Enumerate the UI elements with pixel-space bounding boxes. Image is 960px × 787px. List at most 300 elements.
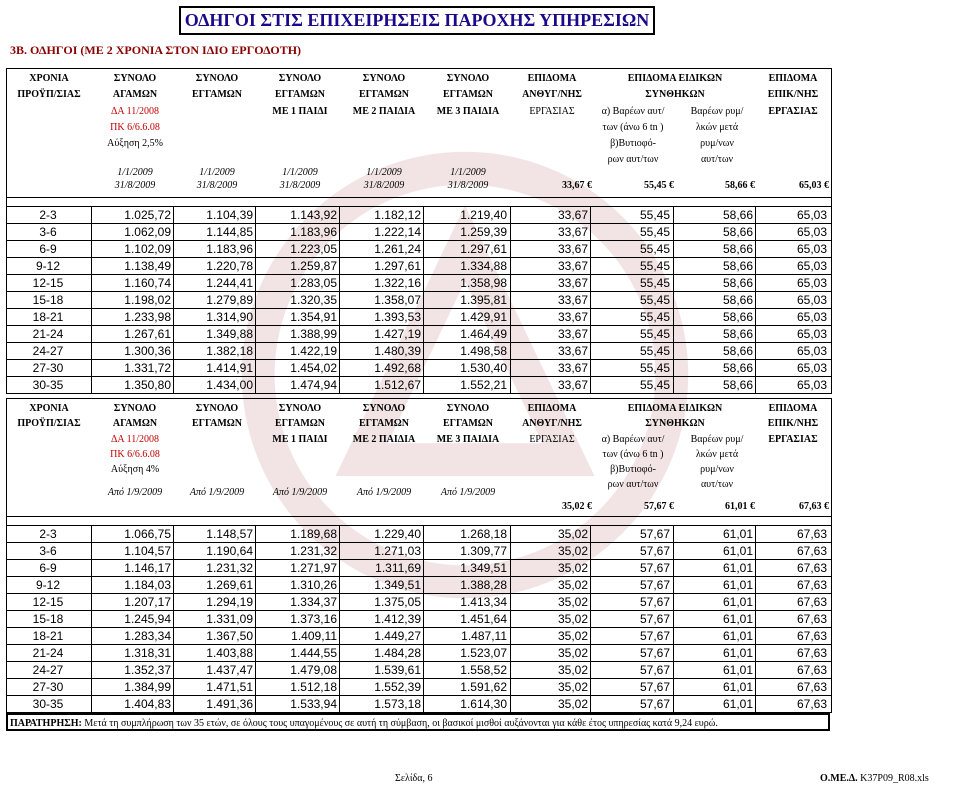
header-work: ΕΡΓΑΣΙΑΣ — [768, 106, 818, 117]
value-cell: 1.297,61 — [374, 259, 421, 273]
value-cell: 1.143,92 — [290, 208, 337, 222]
value-cell: 1.138,49 — [124, 259, 171, 273]
years-range-cell: 15-18 — [32, 612, 64, 626]
header-tankers: β)Βυτιοφό- — [610, 138, 656, 149]
value-cell: 65,03 — [796, 361, 827, 375]
header-total: ΣΥΝΟΛΟ — [195, 73, 239, 84]
value-cell: 35,02 — [557, 578, 588, 592]
value-cell: 33,67 — [557, 225, 588, 239]
header-tow-vehicles: Βαρέων ρυμ/ — [690, 106, 744, 117]
value-cell: 1.311,69 — [375, 561, 421, 575]
table-row — [7, 678, 831, 695]
header-work: ΕΡΓΑΣΙΑΣ — [529, 434, 575, 445]
value-cell: 1.484,28 — [374, 646, 421, 660]
header-heavy-vehicles: των (άνω 6 tn ) — [602, 449, 664, 460]
value-cell: 1.283,34 — [124, 629, 171, 643]
header-tankers: β)Βυτιοφό- — [610, 464, 656, 475]
years-range-cell: 6-9 — [39, 242, 57, 256]
value-cell: 1.352,37 — [124, 663, 171, 677]
file-name: K37P09_R08.xls — [860, 773, 929, 784]
note-box — [6, 713, 830, 731]
value-cell: 1.367,50 — [206, 629, 253, 643]
header-years: ΧΡΟΝΙΑ — [29, 73, 69, 84]
header-three-children: ΜΕ 3 ΠΑΙΔΙΑ — [436, 106, 500, 117]
period-from: Από 1/9/2009 — [272, 487, 328, 498]
value-cell: 1.358,07 — [374, 293, 421, 307]
header-single: ΑΓΑΜΩΝ — [112, 89, 158, 100]
value-cell: 61,01 — [722, 629, 753, 643]
allowance-amount: 57,67 € — [644, 501, 674, 512]
value-cell: 67,63 — [796, 544, 827, 558]
table-row — [7, 207, 831, 223]
period-from: Από 1/9/2009 — [356, 487, 412, 498]
value-cell: 1.512,67 — [374, 378, 421, 392]
header-special-allowance: ΕΠΙΔΟΜΑ ΕΙΔΙΚΩΝ — [627, 73, 723, 84]
value-cell: 1.429,91 — [460, 310, 507, 324]
value-cell: 1.231,32 — [206, 561, 253, 575]
header-heavy-vehicles: α) Βαρέων αυτ/ — [601, 434, 665, 445]
header-married: ΕΓΓΑΜΩΝ — [359, 418, 409, 429]
value-cell: 33,67 — [557, 259, 588, 273]
years-range-cell: 2-3 — [39, 527, 57, 541]
value-cell: 1.437,47 — [206, 663, 253, 677]
table-row — [7, 240, 831, 257]
value-cell: 61,01 — [722, 663, 753, 677]
value-cell: 35,02 — [557, 663, 588, 677]
value-cell: 1.223,05 — [290, 242, 337, 256]
value-cell: 65,03 — [796, 327, 827, 341]
value-cell: 1.148,57 — [206, 527, 253, 541]
value-cell: 1.198,02 — [124, 293, 171, 307]
value-cell: 1.388,99 — [290, 327, 337, 341]
value-cell: 1.414,91 — [206, 361, 253, 375]
value-cell: 1.322,16 — [374, 276, 421, 290]
value-cell: 61,01 — [722, 697, 753, 711]
value-cell: 67,63 — [796, 663, 827, 677]
value-cell: 58,66 — [722, 310, 753, 324]
period-to: 31/8/2009 — [363, 180, 405, 191]
value-cell: 65,03 — [796, 293, 827, 307]
value-cell: 57,67 — [639, 527, 670, 541]
value-cell: 55,45 — [639, 344, 670, 358]
increase-rate: Αύξηση 2,5% — [107, 138, 163, 149]
period-from: 1/1/2009 — [450, 167, 486, 178]
value-cell: 1.349,88 — [206, 327, 253, 341]
value-cell: 1.487,11 — [461, 629, 507, 643]
value-cell: 65,03 — [796, 242, 827, 256]
value-cell: 1.104,39 — [206, 208, 253, 222]
value-cell: 57,67 — [639, 663, 670, 677]
value-cell: 1.558,52 — [460, 663, 507, 677]
header-tow-vehicles: Βαρέων ρυμ/ — [690, 434, 744, 445]
table-row — [7, 627, 831, 644]
allowance-amount: 58,66 € — [725, 180, 755, 191]
value-cell: 58,66 — [722, 344, 753, 358]
value-cell: 55,45 — [639, 259, 670, 273]
value-cell: 1.160,74 — [124, 276, 171, 290]
header-allowance: ΕΠΙΔΟΜΑ — [527, 403, 577, 414]
value-cell: 1.382,18 — [206, 344, 253, 358]
value-cell: 1.591,62 — [460, 680, 507, 694]
value-cell: 61,01 — [722, 527, 753, 541]
header-years: ΠΡΟΫΠ/ΣΙΑΣ — [17, 418, 81, 429]
header-one-child: ΜΕ 1 ΠΑΙΔΙ — [272, 434, 328, 445]
value-cell: 1.412,39 — [374, 612, 421, 626]
value-cell: 1.403,88 — [206, 646, 253, 660]
value-cell: 1.375,05 — [374, 595, 421, 609]
header-tow-vehicles: αυτ/των — [700, 479, 734, 490]
value-cell: 35,02 — [557, 595, 588, 609]
value-cell: 35,02 — [557, 544, 588, 558]
table-row — [7, 644, 831, 661]
table-row — [7, 610, 831, 627]
value-cell: 1.245,94 — [124, 612, 171, 626]
header-married: ΕΓΓΑΜΩΝ — [359, 89, 409, 100]
header-two-children: ΜΕ 2 ΠΑΙΔΙΑ — [352, 106, 416, 117]
years-range-cell: 18-21 — [32, 629, 64, 643]
value-cell: 55,45 — [639, 293, 670, 307]
value-cell: 1.471,51 — [206, 680, 253, 694]
header-total: ΣΥΝΟΛΟ — [278, 403, 322, 414]
header-total: ΣΥΝΟΛΟ — [362, 73, 406, 84]
value-cell: 55,45 — [639, 208, 670, 222]
value-cell: 35,02 — [557, 646, 588, 660]
header-tankers: ρων αυτ/των — [607, 479, 659, 490]
value-cell: 67,63 — [796, 697, 827, 711]
value-cell: 1.244,41 — [206, 276, 253, 290]
header-work: ΕΡΓΑΣΙΑΣ — [768, 434, 818, 445]
years-range-cell: 15-18 — [32, 293, 64, 307]
value-cell: 1.449,27 — [374, 629, 421, 643]
value-cell: 1.025,72 — [124, 208, 171, 222]
table-header — [7, 399, 831, 517]
value-cell: 1.373,16 — [290, 612, 337, 626]
header-married: ΕΓΓΑΜΩΝ — [275, 418, 325, 429]
value-cell: 1.184,03 — [124, 578, 171, 592]
value-cell: 1.358,98 — [460, 276, 507, 290]
value-cell: 1.271,03 — [374, 544, 421, 558]
table-row — [7, 593, 831, 610]
value-cell: 58,66 — [722, 327, 753, 341]
period-to: 31/8/2009 — [114, 180, 156, 191]
years-range-cell: 12-15 — [32, 595, 64, 609]
header-married: ΕΓΓΑΜΩΝ — [275, 89, 325, 100]
header-married: ΕΓΓΑΜΩΝ — [192, 418, 242, 429]
value-cell: 33,67 — [557, 344, 588, 358]
value-cell: 58,66 — [722, 361, 753, 375]
table-row — [7, 359, 831, 376]
header-work: ΕΡΓΑΣΙΑΣ — [529, 106, 575, 117]
header-tow-vehicles: λκών μετά — [695, 449, 739, 460]
header-total: ΣΥΝΟΛΟ — [446, 403, 490, 414]
value-cell: 1.297,61 — [460, 242, 507, 256]
table-row — [7, 559, 831, 576]
value-cell: 1.331,09 — [206, 612, 253, 626]
value-cell: 1.523,07 — [460, 646, 507, 660]
value-cell: 35,02 — [557, 561, 588, 575]
value-cell: 1.464,49 — [460, 327, 507, 341]
value-cell: 1.539,61 — [374, 663, 421, 677]
value-cell: 35,02 — [557, 629, 588, 643]
period-from: 1/1/2009 — [366, 167, 402, 178]
table-row — [7, 274, 831, 291]
note-text: Μετά τη συμπλήρωση των 35 ετών, σε όλους τους υπαγομένους σε αυτή τη σύμβαση, οι βασικοί μισθοί αυξάνονται για κάθε έτος υπηρεσίας κατά 9,24 ευρώ. — [84, 718, 718, 729]
header-hazardous: ΕΠΙΚ/ΝΗΣ — [767, 418, 819, 429]
value-cell: 1.573,18 — [374, 697, 421, 711]
period-from: Από 1/9/2009 — [189, 487, 245, 498]
value-cell: 1.533,94 — [290, 697, 337, 711]
years-range-cell: 30-35 — [32, 697, 64, 711]
header-tow-vehicles: ρυμ/νων — [700, 138, 734, 149]
value-cell: 61,01 — [722, 646, 753, 660]
period-from: Από 1/9/2009 — [107, 487, 163, 498]
table-row — [7, 223, 831, 240]
value-cell: 67,63 — [796, 595, 827, 609]
salary-table-2009-sep — [6, 398, 832, 713]
value-cell: 1.393,53 — [374, 310, 421, 324]
value-cell: 55,45 — [639, 242, 670, 256]
value-cell: 1.331,72 — [124, 361, 171, 375]
header-unhealthy: ΑΝΘΥΓ/ΝΗΣ — [522, 418, 582, 429]
value-cell: 1.104,57 — [124, 544, 171, 558]
note-label: ΠΑΡΑΤΗΡΗΣΗ: — [10, 718, 82, 729]
value-cell: 1.492,68 — [374, 361, 421, 375]
value-cell: 1.269,61 — [206, 578, 253, 592]
value-cell: 1.183,96 — [206, 242, 253, 256]
value-cell: 1.409,11 — [291, 629, 337, 643]
header-total: ΣΥΝΟΛΟ — [446, 73, 490, 84]
years-range-cell: 27-30 — [32, 361, 64, 375]
value-cell: 1.552,21 — [460, 378, 507, 392]
value-cell: 65,03 — [796, 310, 827, 324]
value-cell: 1.334,88 — [460, 259, 507, 273]
value-cell: 61,01 — [722, 544, 753, 558]
value-cell: 58,66 — [722, 225, 753, 239]
table-row — [7, 291, 831, 308]
table-row — [7, 257, 831, 274]
value-cell: 1.279,89 — [206, 293, 253, 307]
value-cell: 1.310,26 — [290, 578, 337, 592]
header-total: ΣΥΝΟΛΟ — [362, 403, 406, 414]
period-from: 1/1/2009 — [199, 167, 235, 178]
years-range-cell: 24-27 — [32, 663, 64, 677]
value-cell: 55,45 — [639, 378, 670, 392]
value-cell: 65,03 — [796, 276, 827, 290]
value-cell: 1.261,24 — [374, 242, 421, 256]
table-row — [7, 576, 831, 593]
value-cell: 33,67 — [557, 208, 588, 222]
value-cell: 67,63 — [796, 561, 827, 575]
value-cell: 55,45 — [639, 276, 670, 290]
salary-rows — [7, 207, 831, 393]
allowance-amount: 67,63 € — [799, 501, 829, 512]
period-to: 31/8/2009 — [279, 180, 321, 191]
header-tow-vehicles: αυτ/των — [700, 154, 734, 165]
value-cell: 55,45 — [639, 361, 670, 375]
value-cell: 1.183,96 — [290, 225, 337, 239]
value-cell: 1.259,87 — [290, 259, 337, 273]
years-range-cell: 3-6 — [39, 544, 57, 558]
value-cell: 57,67 — [639, 561, 670, 575]
value-cell: 58,66 — [722, 259, 753, 273]
value-cell: 1.189,68 — [290, 527, 337, 541]
value-cell: 1.480,39 — [374, 344, 421, 358]
value-cell: 55,45 — [639, 327, 670, 341]
header-allowance: ΕΠΙΔΟΜΑ — [768, 73, 818, 84]
value-cell: 1.404,83 — [124, 697, 171, 711]
value-cell: 1.422,19 — [290, 344, 337, 358]
header-total: ΣΥΝΟΛΟ — [195, 403, 239, 414]
value-cell: 57,67 — [639, 544, 670, 558]
value-cell: 1.314,90 — [206, 310, 253, 324]
value-cell: 35,02 — [557, 612, 588, 626]
years-range-cell: 30-35 — [32, 378, 64, 392]
value-cell: 1.318,31 — [124, 646, 171, 660]
period-from: 1/1/2009 — [282, 167, 318, 178]
value-cell: 1.395,81 — [460, 293, 507, 307]
value-cell: 1.530,40 — [460, 361, 507, 375]
value-cell: 1.444,55 — [290, 646, 337, 660]
table-row — [7, 308, 831, 325]
value-cell: 1.231,32 — [290, 544, 337, 558]
value-cell: 1.320,35 — [290, 293, 337, 307]
value-cell: 55,45 — [639, 225, 670, 239]
value-cell: 57,67 — [639, 680, 670, 694]
value-cell: 57,67 — [639, 595, 670, 609]
value-cell: 65,03 — [796, 378, 827, 392]
value-cell: 1.207,17 — [124, 595, 171, 609]
table-row — [7, 342, 831, 359]
value-cell: 1.233,98 — [124, 310, 171, 324]
allowance-amount: 35,02 € — [562, 501, 592, 512]
value-cell: 1.283,05 — [290, 276, 337, 290]
value-cell: 1.146,17 — [124, 561, 171, 575]
years-range-cell: 21-24 — [32, 646, 64, 660]
years-range-cell: 18-21 — [32, 310, 64, 324]
years-range-cell: 12-15 — [32, 276, 64, 290]
value-cell: 1.451,64 — [460, 612, 507, 626]
value-cell: 1.454,02 — [290, 361, 337, 375]
value-cell: 1.144,85 — [206, 225, 253, 239]
years-range-cell: 6-9 — [39, 561, 57, 575]
value-cell: 1.334,37 — [290, 595, 337, 609]
table-header — [7, 69, 831, 198]
value-cell: 1.102,09 — [124, 242, 171, 256]
value-cell: 1.427,19 — [374, 327, 421, 341]
value-cell: 65,03 — [796, 259, 827, 273]
value-cell: 67,63 — [796, 527, 827, 541]
table-row — [7, 526, 831, 542]
value-cell: 1.512,18 — [290, 680, 337, 694]
years-range-cell: 9-12 — [35, 259, 61, 273]
value-cell: 33,67 — [557, 276, 588, 290]
value-cell: 1.268,18 — [460, 527, 507, 541]
years-range-cell: 3-6 — [39, 225, 57, 239]
value-cell: 1.219,40 — [460, 208, 507, 222]
period-to: 31/8/2009 — [196, 180, 238, 191]
header-tow-vehicles: ρυμ/νων — [700, 464, 734, 475]
table-row — [7, 661, 831, 678]
years-range-cell: 24-27 — [32, 344, 64, 358]
value-cell: 61,01 — [722, 561, 753, 575]
header-years: ΠΡΟΫΠ/ΣΙΑΣ — [17, 89, 81, 100]
value-cell: 67,63 — [796, 646, 827, 660]
salary-table-2009-jan — [6, 68, 832, 394]
value-cell: 1.552,39 — [374, 680, 421, 694]
value-cell: 58,66 — [722, 378, 753, 392]
value-cell: 65,03 — [796, 344, 827, 358]
decision-ref: ΔΑ 11/2008 — [110, 434, 159, 445]
value-cell: 33,67 — [557, 310, 588, 324]
value-cell: 33,67 — [557, 378, 588, 392]
header-hazardous: ΕΠΙΚ/ΝΗΣ — [767, 89, 819, 100]
increase-rate: Αύξηση 4% — [110, 464, 160, 475]
decision-ref: ΔΑ 11/2008 — [110, 106, 159, 117]
agreement-ref: ΠΚ 6/6.6.08 — [110, 449, 160, 460]
section-subtitle: 3Β. ΟΔΗΓΟΙ (ΜΕ 2 ΧΡΟΝΙΑ ΣΤΟΝ ΙΔΙΟ ΕΡΓΟΔΟΤΗ) — [10, 43, 302, 57]
table-row — [7, 376, 831, 393]
value-cell: 58,66 — [722, 242, 753, 256]
years-range-cell: 21-24 — [32, 327, 64, 341]
value-cell: 65,03 — [796, 208, 827, 222]
years-range-cell: 2-3 — [39, 208, 57, 222]
value-cell: 1.062,09 — [124, 225, 171, 239]
value-cell: 1.349,51 — [460, 561, 507, 575]
value-cell: 33,67 — [557, 327, 588, 341]
value-cell: 35,02 — [557, 697, 588, 711]
table-row — [7, 542, 831, 559]
value-cell: 1.350,80 — [124, 378, 171, 392]
table-row — [7, 325, 831, 342]
header-unhealthy: ΑΝΘΥΓ/ΝΗΣ — [522, 89, 582, 100]
value-cell: 1.388,28 — [460, 578, 507, 592]
value-cell: 1.498,58 — [460, 344, 507, 358]
header-two-children: ΜΕ 2 ΠΑΙΔΙΑ — [352, 434, 416, 445]
header-total: ΣΥΝΟΛΟ — [113, 403, 157, 414]
header-single: ΑΓΑΜΩΝ — [112, 418, 158, 429]
value-cell: 67,63 — [796, 578, 827, 592]
agreement-ref: ΠΚ 6/6.6.08 — [110, 122, 160, 133]
header-years: ΧΡΟΝΙΑ — [29, 403, 69, 414]
value-cell: 67,63 — [796, 612, 827, 626]
value-cell: 1.384,99 — [124, 680, 171, 694]
value-cell: 1.182,12 — [374, 208, 421, 222]
value-cell: 61,01 — [722, 612, 753, 626]
value-cell: 58,66 — [722, 276, 753, 290]
value-cell: 35,02 — [557, 680, 588, 694]
value-cell: 35,02 — [557, 527, 588, 541]
value-cell: 65,03 — [796, 225, 827, 239]
allowance-amount: 55,45 € — [644, 180, 674, 191]
value-cell: 1.413,34 — [460, 595, 507, 609]
value-cell: 1.309,77 — [460, 544, 507, 558]
salary-rows — [7, 526, 831, 712]
value-cell: 1.259,39 — [460, 225, 507, 239]
header-allowance: ΕΠΙΔΟΜΑ — [527, 73, 577, 84]
org-name: Ο.ΜΕ.Δ. — [820, 773, 858, 784]
header-heavy-vehicles: α) Βαρέων αυτ/ — [601, 106, 665, 117]
header-special-allowance: ΕΠΙΔΟΜΑ ΕΙΔΙΚΩΝ — [627, 403, 723, 414]
header-married: ΕΓΓΑΜΩΝ — [192, 89, 242, 100]
value-cell: 55,45 — [639, 310, 670, 324]
value-cell: 1.066,75 — [124, 527, 171, 541]
value-cell: 57,67 — [639, 646, 670, 660]
allowance-amount: 33,67 € — [562, 180, 592, 191]
value-cell: 58,66 — [722, 208, 753, 222]
period-to: 31/8/2009 — [447, 180, 489, 191]
value-cell: 1.190,64 — [206, 544, 253, 558]
value-cell: 67,63 — [796, 629, 827, 643]
